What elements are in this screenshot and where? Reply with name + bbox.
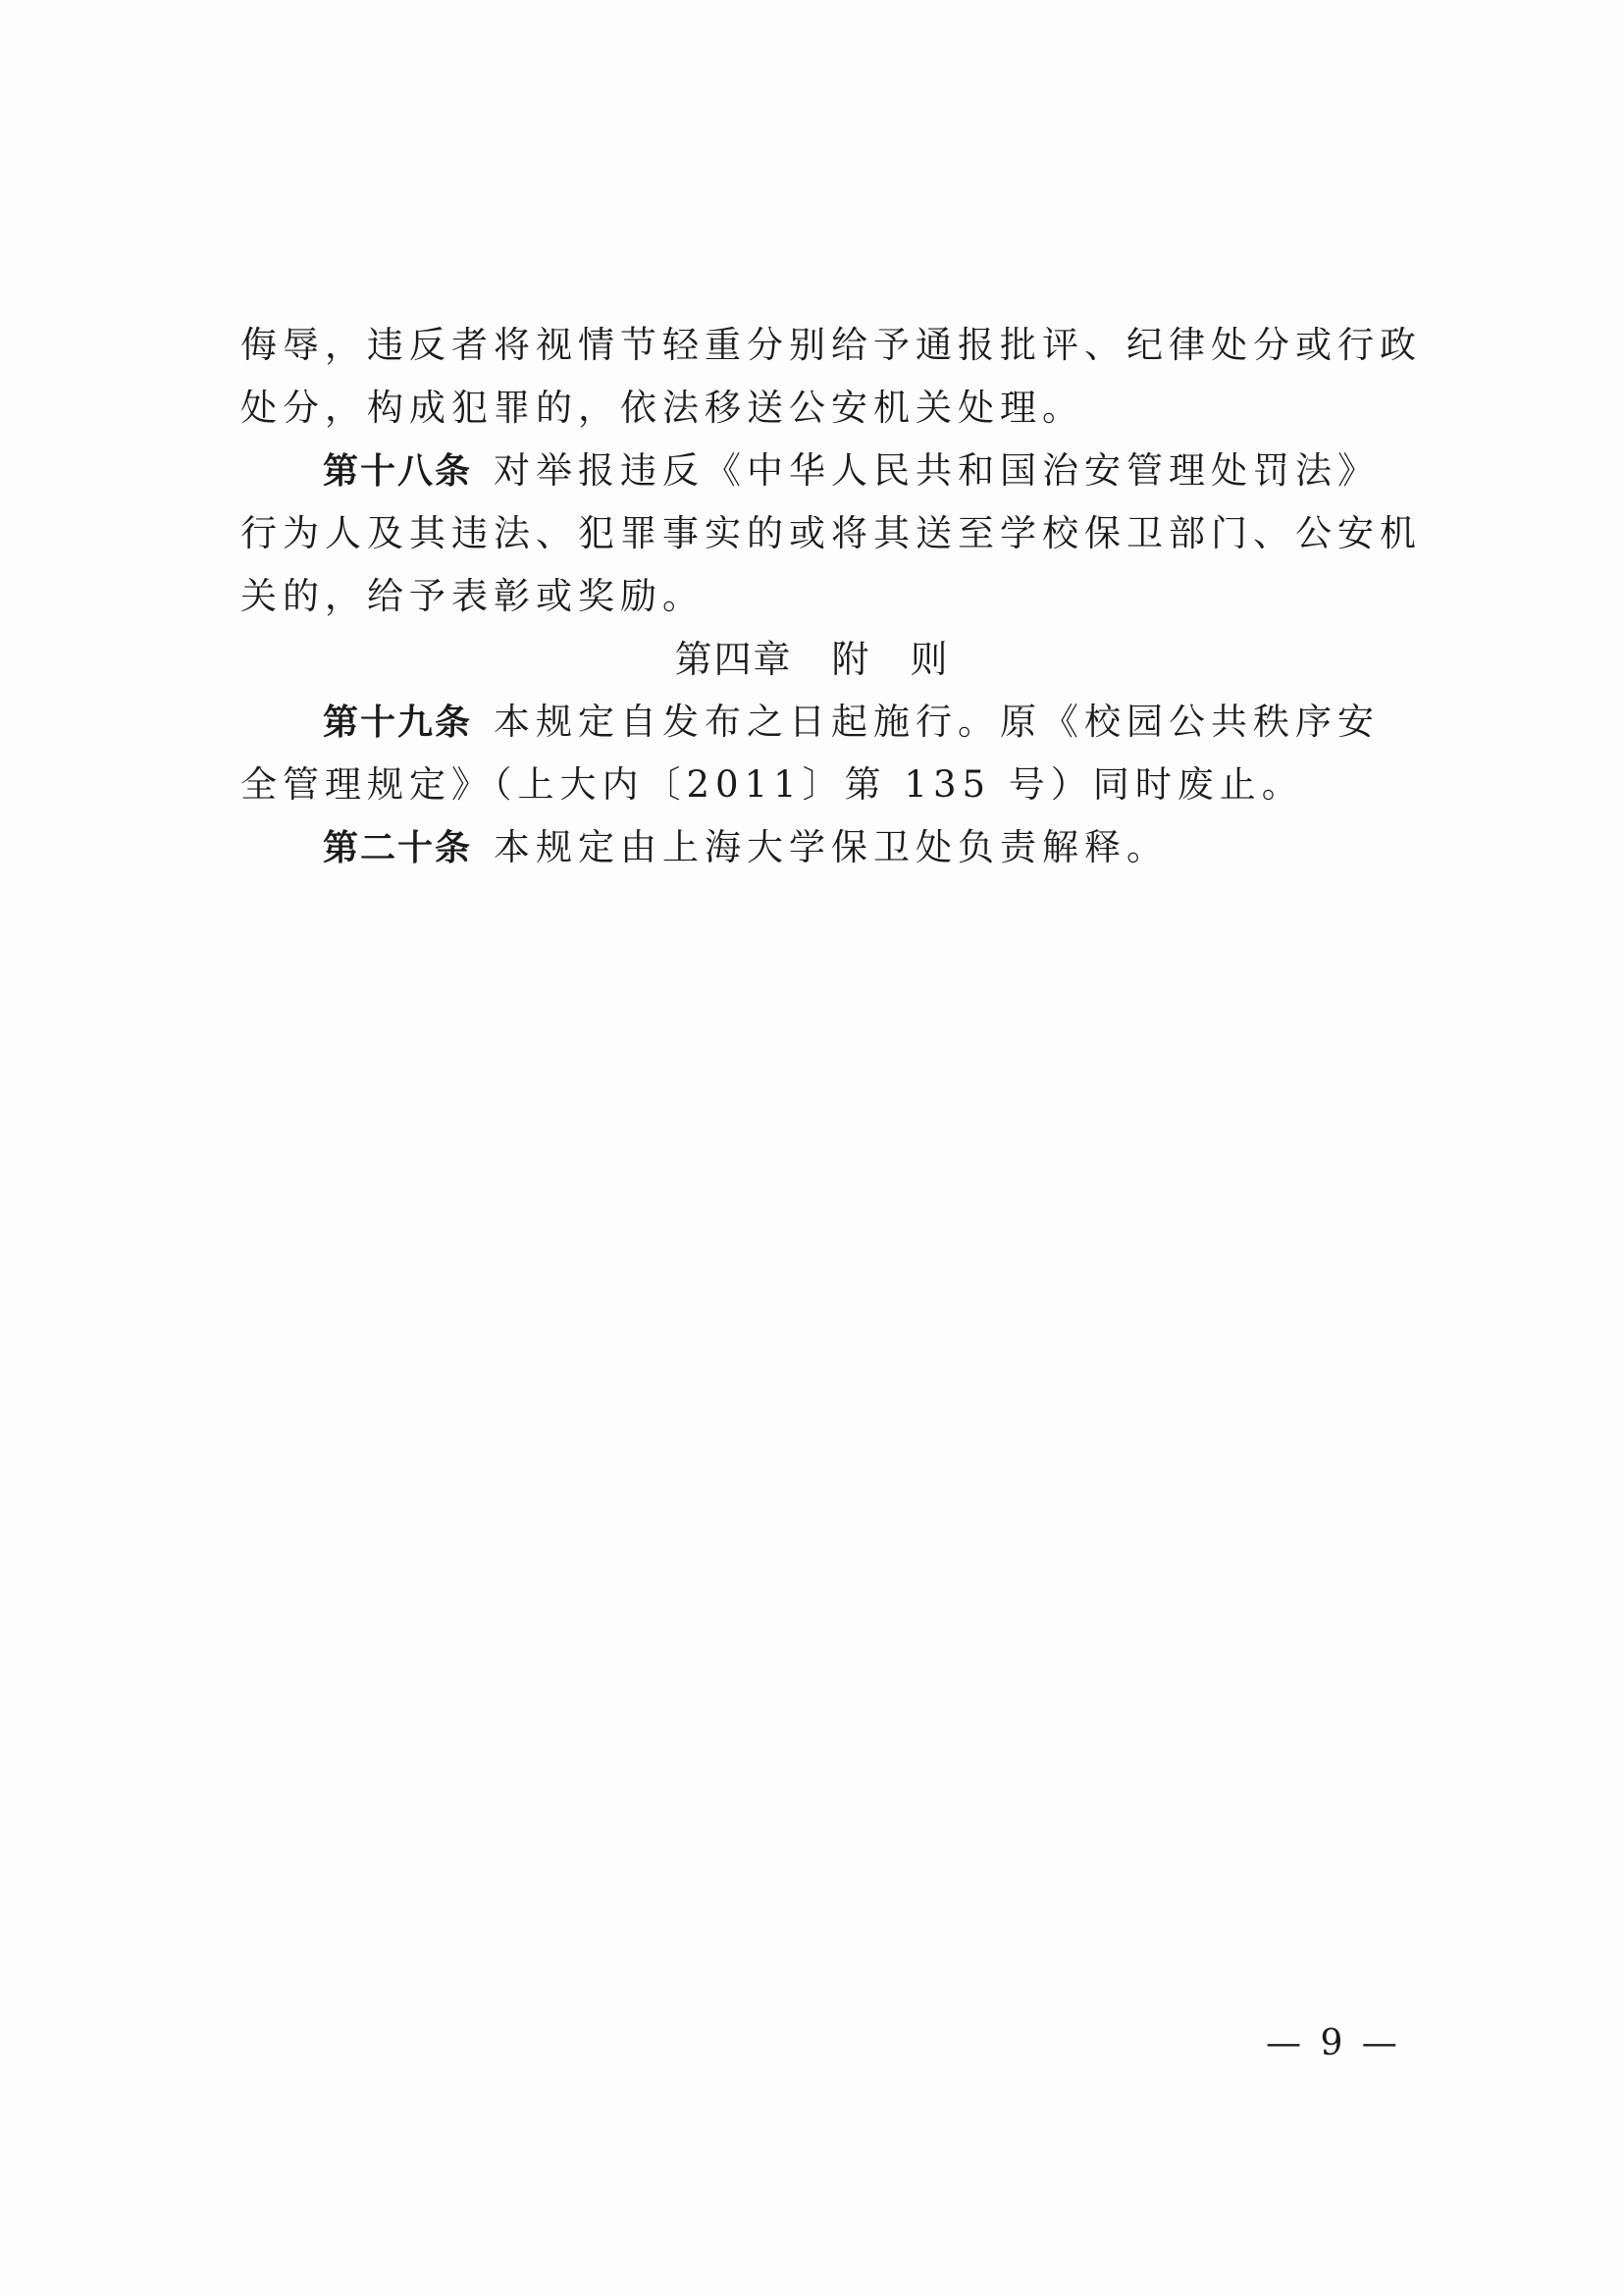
article-18-line-2: 行为人及其违法、犯罪事实的或将其送至学校保卫部门、公安机 — [240, 512, 1422, 554]
article-18-line-3: 关的，给予表彰或奖励。 — [240, 575, 705, 617]
paragraph-continuation-line-2: 处分，构成犯罪的，依法移送公安机关处理。 — [240, 387, 1084, 429]
article-20-number: 第二十条 — [323, 828, 473, 868]
document-body — [240, 314, 1422, 879]
article-20-text-1: 本规定由上海大学保卫处负责解释。 — [494, 826, 1170, 868]
paragraph-continuation-line-1: 侮辱，违反者将视情节轻重分别给予通报批评、纪律处分或行政 — [240, 324, 1422, 366]
page-number: — 9 — — [1266, 2023, 1401, 2063]
article-19-number: 第十九条 — [323, 703, 473, 743]
article-18-line-1 — [240, 440, 1418, 502]
article-20-line-1 — [240, 816, 1418, 879]
article-18-number: 第十八条 — [323, 451, 473, 492]
article-19-line-1 — [240, 691, 1418, 754]
chapter-4-title: 第四章 附 则 — [674, 638, 950, 681]
article-18-text-1: 对举报违反《中华人民共和国治安管理处罚法》 — [494, 449, 1381, 492]
article-19-line-2: 全管理规定》（上大内〔2011〕第 135 号）同时废止。 — [240, 763, 1304, 806]
article-19-text-1: 本规定自发布之日起施行。原《校园公共秩序安 — [494, 701, 1381, 743]
